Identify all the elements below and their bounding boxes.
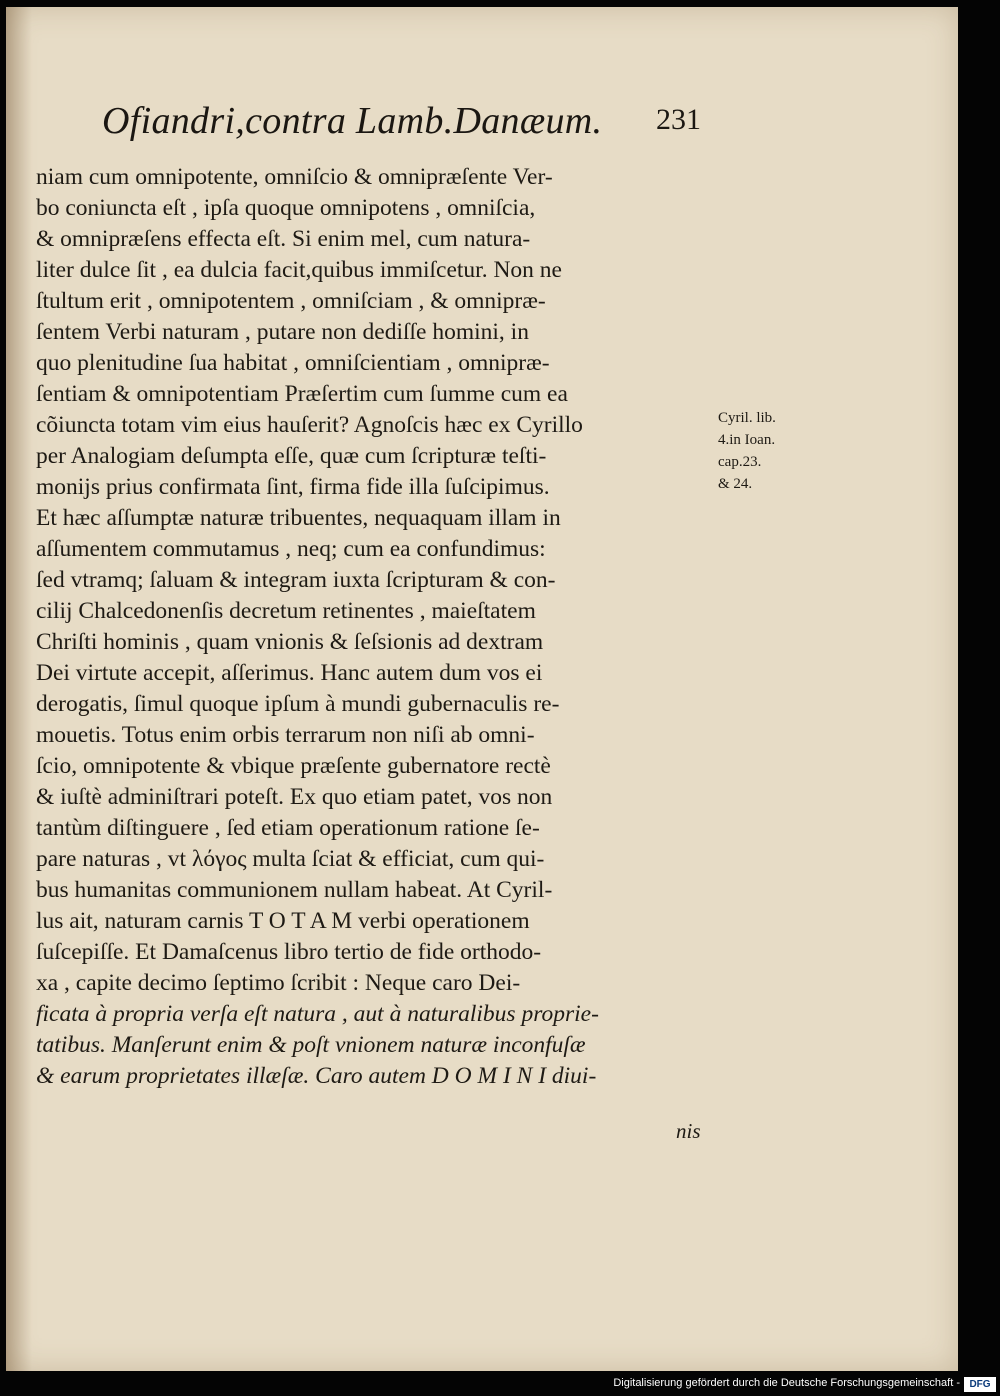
text-line-italic: & earum proprietates illæſæ. Caro autem D O M I N I diui- [36, 1063, 597, 1089]
text-line: bo coniuncta eſt , ipſa quoque omnipotens , omniſcia, [36, 195, 536, 221]
text-line: pare naturas , vt λόγος multa ſciat & efficiat, cum qui- [36, 846, 545, 872]
text-line: & iuſtè adminiſtrari poteſt. Ex quo etiam patet, vos non [36, 784, 553, 810]
text-line: cilij Chalcedonenſis decretum retinentes , maieſtatem [36, 598, 536, 624]
text-line: Et hæc aſſumptæ naturæ tribuentes, nequaquam illam in [36, 505, 561, 531]
text-line: per Analogiam deſumpta eſſe, quæ cum ſcripturæ teſti- [36, 443, 547, 469]
text-line: derogatis, ſimul quoque ipſum à mundi gubernaculis re- [36, 691, 560, 717]
text-line: ſuſcepiſſe. Et Damaſcenus libro tertio de fide orthodo- [36, 939, 542, 965]
marginal-note-line: cap.23. [718, 454, 762, 470]
text-line: liter dulce ſit , ea dulcia facit,quibus immiſcetur. Non ne [36, 257, 562, 283]
text-line: lus ait, naturam carnis T O T A M verbi operationem [36, 908, 530, 934]
marginal-note-line: & 24. [718, 476, 753, 492]
text-line: ſentem Verbi naturam , putare non dediſſe homini, in [36, 319, 529, 345]
text-line: ſentiam & omnipotentiam Præſertim cum ſumme cum ea [36, 381, 568, 407]
text-line: tantùm diſtinguere , ſed etiam operationum ratione ſe- [36, 815, 540, 841]
text-line: ſcio, omnipotente & vbique præſente gubernatore rectè [36, 753, 551, 779]
marginal-note [718, 407, 828, 495]
text-line: & omnipræſens effecta eſt. Si enim mel, cum natura- [36, 226, 531, 252]
footer-bar [0, 1374, 1000, 1396]
text-line: Chriſti hominis , quam vnionis & ſeſsionis ad dextram [36, 629, 544, 655]
marginal-note-line: Cyril. lib. [718, 410, 776, 426]
text-line: ſed vtramq; ſaluam & integram iuxta ſcripturam & con- [36, 567, 556, 593]
marginal-note-line: 4.in Ioan. [718, 432, 776, 448]
text-line: niam cum omnipotente, omniſcio & omnipræſente Ver- [36, 164, 553, 190]
text-line-italic: tatibus. Manſerunt enim & poſt vnionem naturæ inconfuſæ [36, 1032, 586, 1058]
dfg-logo: DFG [964, 1377, 996, 1392]
catchword: nis [676, 1119, 701, 1143]
text-line: aſſumentem commutamus , neq; cum ea confundimus: [36, 536, 546, 562]
text-line: Dei virtute accepit, aſſerimus. Hanc autem dum vos ei [36, 660, 543, 686]
body-text [36, 162, 726, 1092]
funding-credit: Digitalisierung gefördert durch die Deutsche Forschungsgemeinschaft - [613, 1377, 960, 1389]
text-line: bus humanitas communionem nullam habeat. At Cyril- [36, 877, 553, 903]
text-line: quo plenitudine ſua habitat , omniſcientiam , omnipræ- [36, 350, 550, 376]
book-page [6, 7, 958, 1371]
text-line: ſtultum erit , omnipotentem , omniſciam , & omnipræ- [36, 288, 546, 314]
text-line: monijs prius confirmata ſint, firma fide illa ſuſcipimus. [36, 474, 550, 500]
text-line: xa , capite decimo ſeptimo ſcribit : Neque caro Dei- [36, 970, 521, 996]
text-line: mouetis. Totus enim orbis terrarum non niſi ab omni- [36, 722, 535, 748]
text-line-italic: ficata à propria verſa eſt natura , aut à naturalibus proprie- [36, 1001, 599, 1027]
page-number: 231 [656, 103, 701, 136]
running-head: Ofiandri,contra Lamb.Danæum. [102, 100, 603, 142]
text-line: cõiuncta totam vim eius hauſerit? Agnoſcis hæc ex Cyrillo [36, 412, 583, 438]
